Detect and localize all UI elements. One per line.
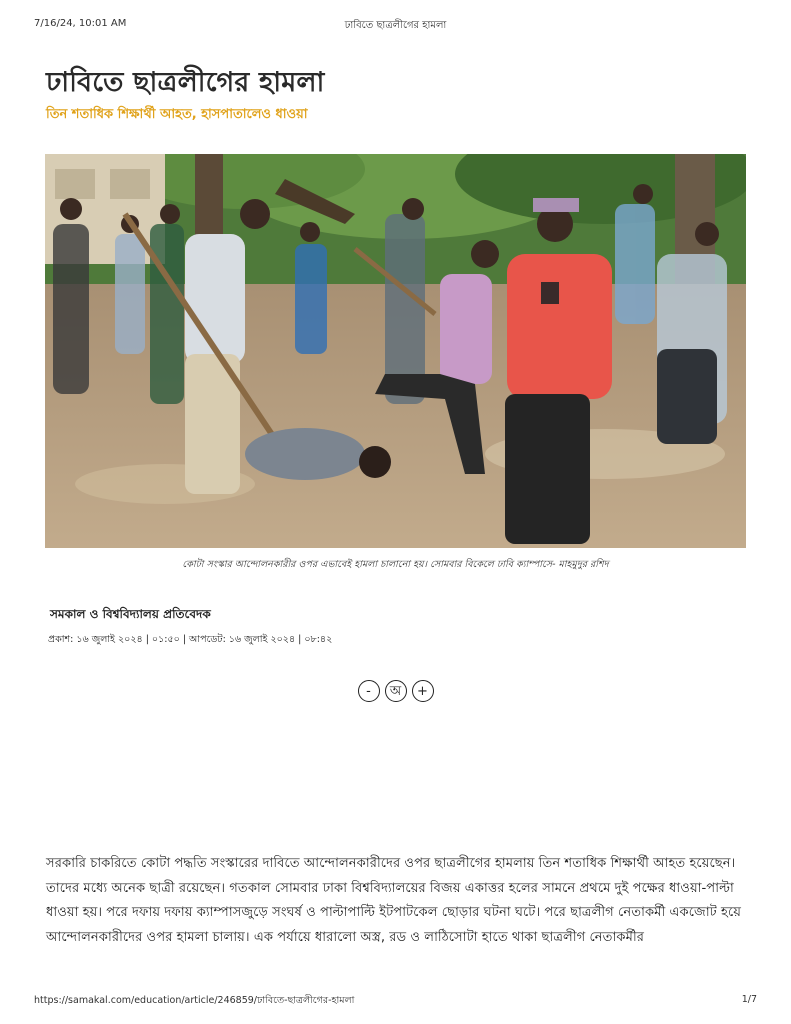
print-header <box>34 18 757 32</box>
font-size-controls <box>0 680 791 704</box>
article-headline: ঢাবিতে ছাত্রলীগের হামলা <box>46 67 325 98</box>
publish-info: প্রকাশ: ১৬ জুলাই ২০২৪ | ০১:৫০ | আপডেট: ১৬ জুলাই ২০২৪ | ০৮:৪২ <box>48 634 333 645</box>
print-url: https://samakal.com/education/article/246859/ঢাবিতে-ছাত্রলীগের-হামলা <box>34 995 355 1006</box>
article-body: সরকারি চাকরিতে কোটা পদ্ধতি সংস্কারের দাবিতে আন্দোলনকারীদের ওপর ছাত্রলীগের হামলায় তিন শতাধিক শিক্ষার্থী আহত হয়েছেন। তাদের মধ্যে অনেক ছাত্রী রয়েছেন। গতকাল সোমবার ঢাকা বিশ্ববিদ্যালয়ের বিজয় একাত্তর হলের সামনে প্রথমে দুই পক্ষের ধাওয়া-পাল্টা ধাওয়া হয়। পরে দফায় দফায় ক্যাম্পাসজুড়ে সংঘর্ষ ও পাল্টাপাল্টি ইটপাটকেল ছোড়ার ঘটনা ঘটে। পরে ছাত্রলীগ নেতাকর্মী একজোট হয়ে আন্দোলনকারীদের ওপর হামলা চালায়। এক পর্যায়ে ধারালো অস্ত্র, রড ও লাঠিসোটা হাতে থাকা ছাত্রলীগ নেতাকর্মীর <box>46 856 742 945</box>
print-footer <box>34 994 757 1008</box>
increase-font-button[interactable]: + <box>412 680 434 702</box>
print-timestamp: 7/16/24, 10:01 AM <box>34 18 127 29</box>
article-photo <box>45 154 746 548</box>
article-author: সমকাল ও বিশ্ববিদ্যালয় প্রতিবেদক <box>50 607 211 621</box>
print-page-title: ঢাবিতে ছাত্রলীগের হামলা <box>344 20 447 31</box>
decrease-font-button[interactable]: - <box>358 680 380 702</box>
photo-caption: কোটা সংস্কার আন্দোলনকারীর ওপর এভাবেই হামলা চালানো হয়। সোমবার বিকেলে ঢাবি ক্যাম্পাসে- মাহমুদুর রশিদ <box>182 559 609 570</box>
reset-font-button[interactable]: অ <box>385 680 407 702</box>
page-number: 1/7 <box>741 994 757 1005</box>
article-subheadline: তিন শতাধিক শিক্ষার্থী আহত, হাসপাতালেও ধাওয়া <box>46 107 308 122</box>
